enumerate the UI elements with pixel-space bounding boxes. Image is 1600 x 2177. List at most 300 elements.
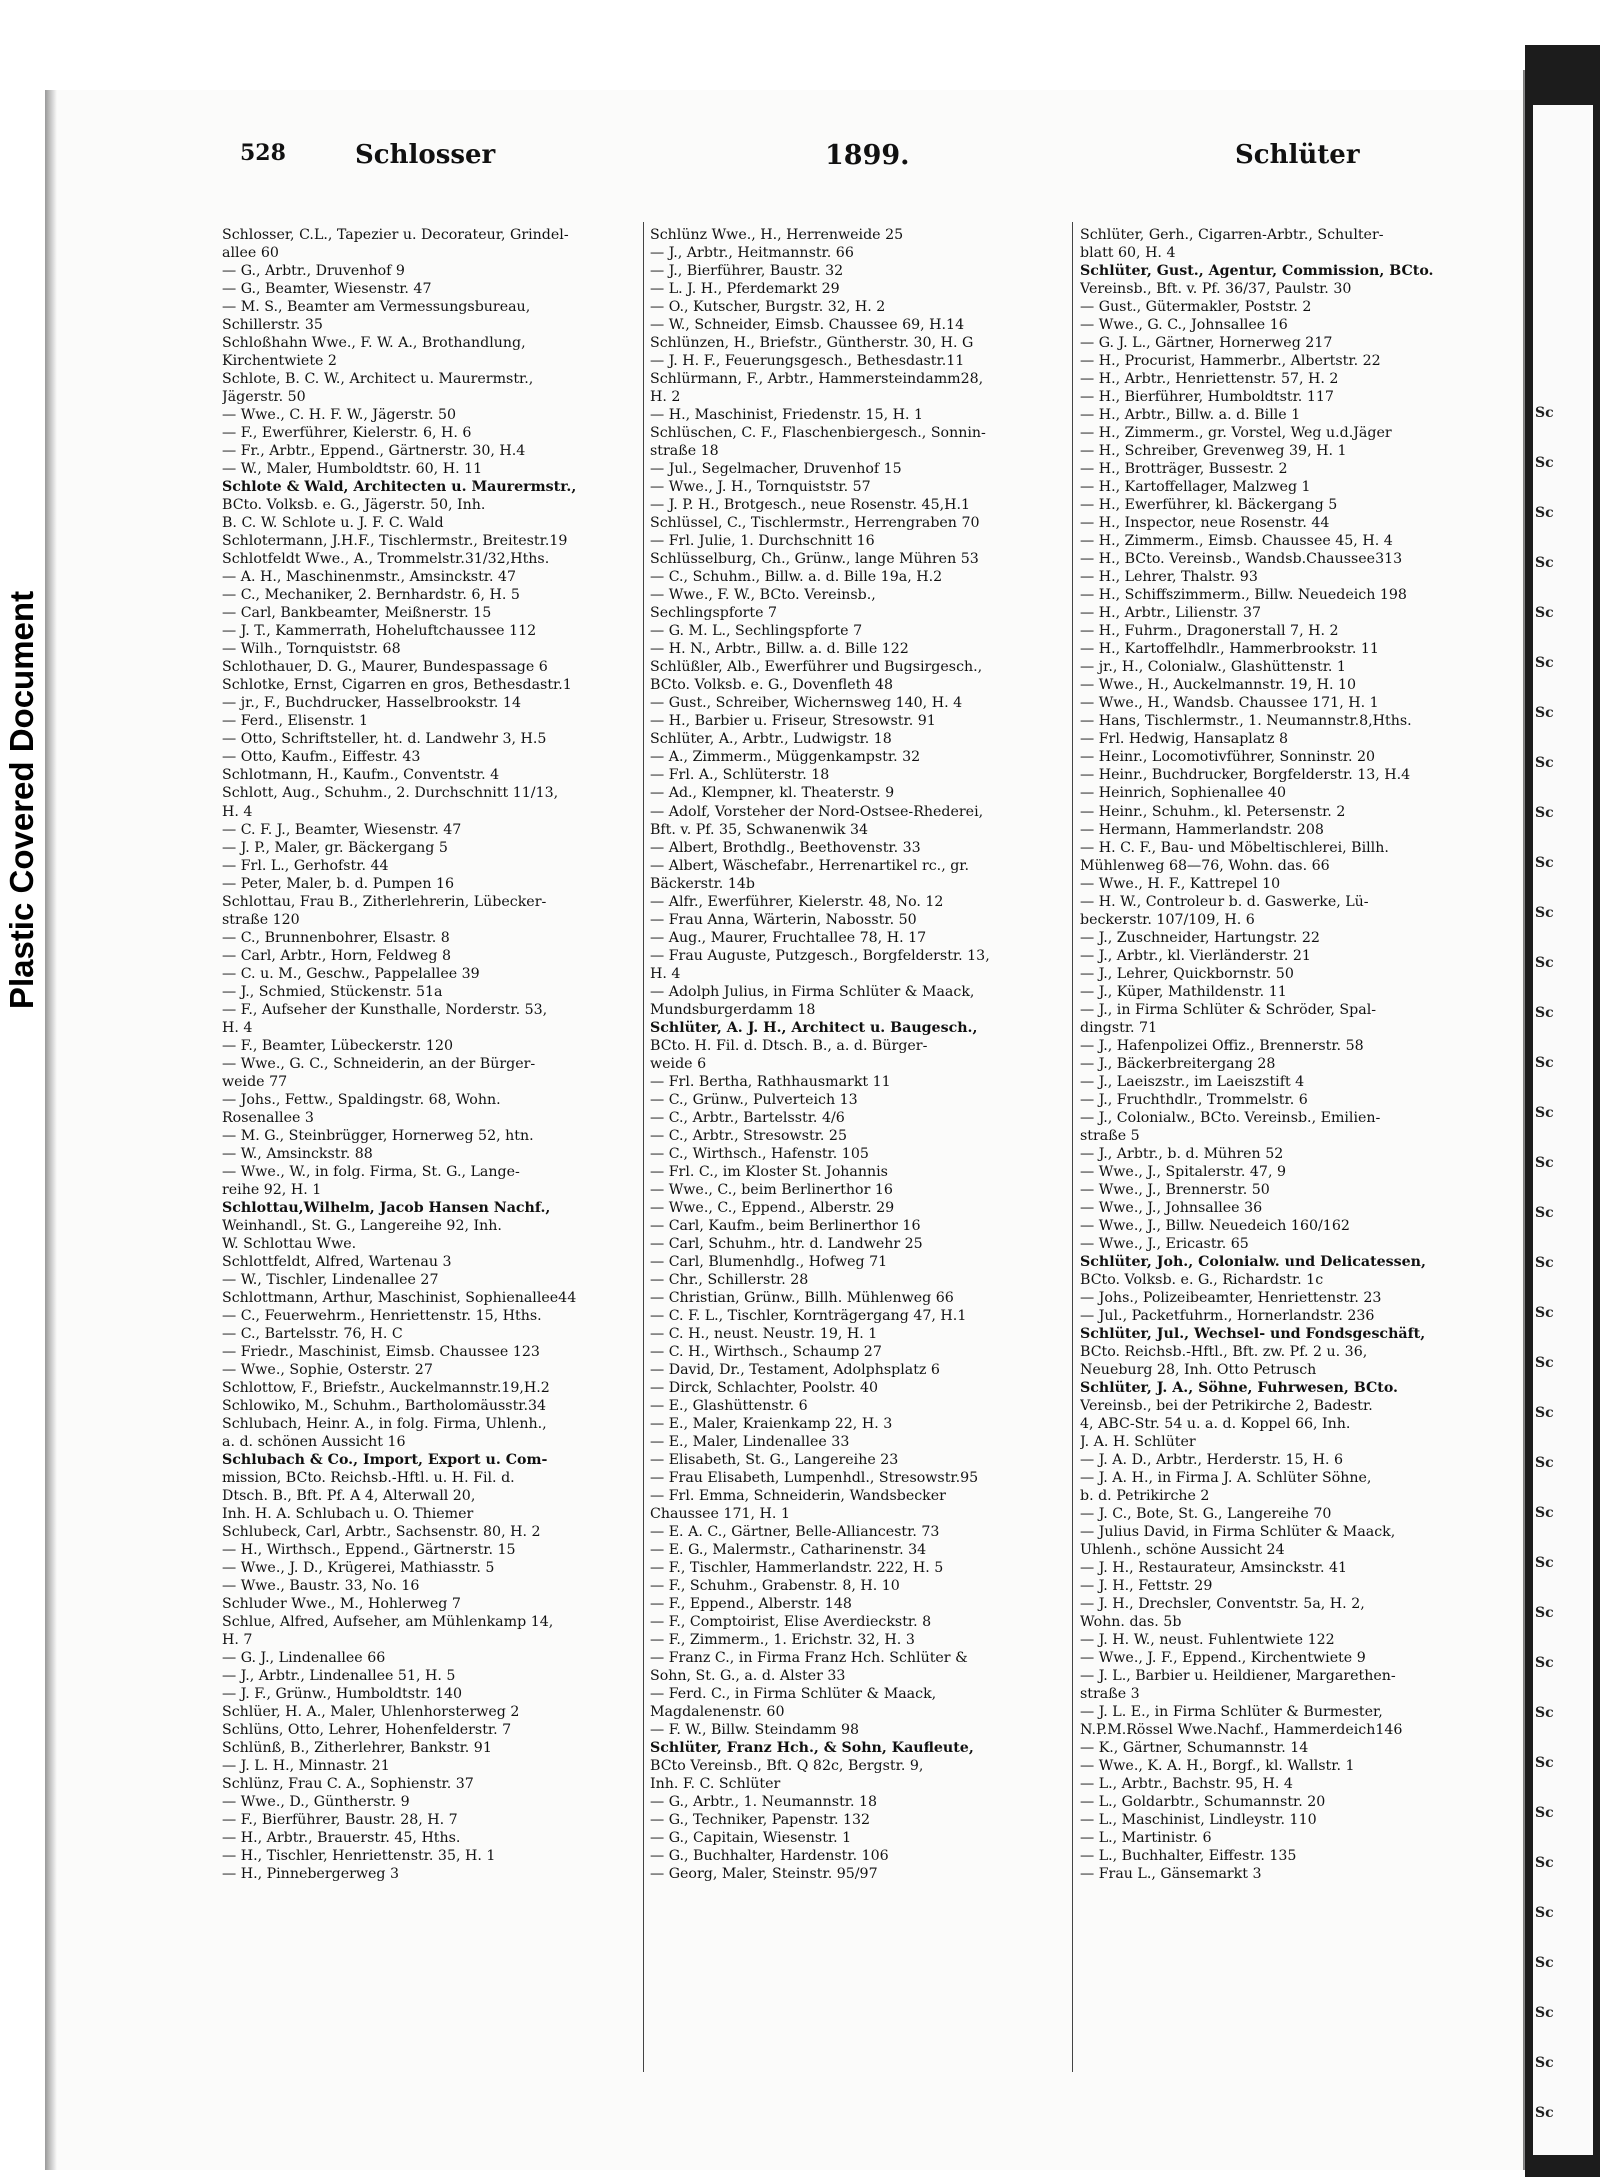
directory-entry: — Wwe., K. A. H., Borgf., kl. Wallstr. 1: [1080, 1758, 1355, 1775]
directory-entry: — C. H., Wirthsch., Schaump 27: [650, 1343, 882, 1360]
directory-entry: — F., Comptoirist, Elise Averdieckstr. 8: [650, 1614, 932, 1631]
directory-entry: — W., Tischler, Lindenallee 27: [222, 1271, 439, 1288]
directory-entry: — Frl. Emma, Schneiderin, Wandsbecker: [650, 1488, 946, 1505]
directory-entry: — Adolph Julius, in Firma Schlüter & Maack,: [650, 983, 975, 1000]
directory-entry: — J. A. D., Arbtr., Herderstr. 15, H. 6: [1080, 1452, 1344, 1469]
directory-entry: — G. J., Lindenallee 66: [222, 1650, 386, 1667]
directory-entry: Schlott, Aug., Schuhm., 2. Durchschnitt 11/13,: [222, 785, 559, 802]
directory-entry: — H., Pinnebergerweg 3: [222, 1866, 400, 1883]
margin-fragment: Sc: [1535, 955, 1554, 971]
directory-entry: — Friedr., Maschinist, Eimsb. Chaussee 123: [222, 1343, 540, 1360]
directory-entry: — J., Lehrer, Quickbornstr. 50: [1080, 965, 1294, 982]
margin-fragment: Sc: [1535, 1705, 1554, 1721]
directory-entry: W. Schlottau Wwe.: [222, 1235, 357, 1252]
directory-entry: — J. L. H., Minnastr. 21: [222, 1758, 390, 1775]
directory-entry: — Jul., Packetfuhrm., Hornerlandstr. 236: [1080, 1307, 1375, 1324]
directory-entry: — H., Procurist, Hammerbr., Albertstr. 22: [1080, 353, 1381, 370]
left-running-head: Schlosser: [355, 140, 496, 170]
directory-entry: Rosenallee 3: [222, 1109, 314, 1126]
margin-fragment: Sc: [1535, 1455, 1554, 1471]
directory-entry: — M. G., Steinbrügger, Hornerweg 52, htn.: [222, 1127, 534, 1144]
directory-entry: dingstr. 71: [1080, 1019, 1158, 1036]
directory-entry: Uhlenh., schöne Aussicht 24: [1080, 1542, 1285, 1559]
year-heading: 1899.: [825, 140, 910, 171]
directory-entry: — H., Ewerführer, kl. Bäckergang 5: [1080, 497, 1338, 514]
directory-entry: — Frl. Hedwig, Hansaplatz 8: [1080, 731, 1289, 748]
directory-entry: Sechlingspforte 7: [650, 605, 778, 622]
directory-entry: — Hans, Tischlermstr., 1. Neumannstr.8,Hths.: [1080, 713, 1412, 730]
directory-entry: — H., Kartoffellager, Malzweg 1: [1080, 479, 1311, 496]
directory-entry: mission, BCto. Reichsb.-Hftl. u. H. Fil. d.: [222, 1470, 515, 1487]
directory-entry: Schlubach & Co., Import, Export u. Com-: [222, 1452, 548, 1469]
directory-entry: Schlüter, Jul., Wechsel- und Fondsgeschäft,: [1080, 1325, 1426, 1342]
directory-entry: — A. H., Maschinenmstr., Amsinckstr. 47: [222, 569, 517, 586]
directory-entry: — J., in Firma Schlüter & Schröder, Spal-: [1080, 1001, 1377, 1018]
directory-entry: — G. M. L., Sechlingspforte 7: [650, 623, 863, 640]
directory-entry: — G., Beamter, Wiesenstr. 47: [222, 281, 432, 298]
directory-entry: H. 2: [650, 389, 681, 406]
directory-entry: straße 3: [1080, 1686, 1140, 1703]
directory-entry: N.P.M.Rössel Wwe.Nachf., Hammerdeich146: [1080, 1722, 1403, 1739]
directory-entry: Schlünzen, H., Briefstr., Güntherstr. 30, H. G: [650, 335, 974, 352]
directory-entry: Inh. H. A. Schlubach u. O. Thiemer: [222, 1506, 474, 1523]
directory-entry: Jägerstr. 50: [222, 389, 306, 406]
margin-fragment: Sc: [1535, 605, 1554, 621]
directory-entry: Schlotmann, H., Kaufm., Conventstr. 4: [222, 767, 500, 784]
directory-entry: — G., Arbtr., Druvenhof 9: [222, 263, 405, 280]
directory-entry: — H., Schiffszimmerm., Billw. Neuedeich 198: [1080, 587, 1407, 604]
directory-entry: — Otto, Schriftsteller, ht. d. Landwehr 3, H.5: [222, 731, 547, 748]
margin-fragment: Sc: [1535, 655, 1554, 671]
directory-entry: — F., Bierführer, Baustr. 28, H. 7: [222, 1812, 458, 1829]
directory-entry: — Carl, Kaufm., beim Berlinerthor 16: [650, 1217, 921, 1234]
directory-entry: BCto. Volksb. e. G., Richardstr. 1c: [1080, 1271, 1324, 1288]
directory-entry: — jr., H., Colonialw., Glashüttenstr. 1: [1080, 659, 1346, 676]
directory-entry: — Wwe., J., Billw. Neuedeich 160/162: [1080, 1217, 1350, 1234]
directory-entry: Schlüßler, Alb., Ewerführer und Bugsirgesch.,: [650, 659, 983, 676]
directory-entry: BCto. Reichsb.-Hftl., Bft. zw. Pf. 2 u. 36,: [1080, 1343, 1368, 1360]
directory-entry: — W., Schneider, Eimsb. Chaussee 69, H.14: [650, 317, 965, 334]
directory-entry: — Albert, Wäschefabr., Herrenartikel rc., gr.: [650, 857, 970, 874]
directory-entry: — Wwe., G. C., Johnsallee 16: [1080, 317, 1288, 334]
directory-entry: — Adolf, Vorsteher der Nord-Ostsee-Rhederei,: [650, 803, 984, 820]
directory-entry: — Albert, Brothdlg., Beethovenstr. 33: [650, 839, 921, 856]
margin-fragment: Sc: [1535, 1055, 1554, 1071]
directory-entry: — Wwe., H. F., Kattrepel 10: [1080, 875, 1281, 892]
margin-fragment: Sc: [1535, 1005, 1554, 1021]
directory-entry: — C. F. J., Beamter, Wiesenstr. 47: [222, 821, 462, 838]
directory-entry: — H., Bierführer, Humboldtstr. 117: [1080, 389, 1334, 406]
directory-entry: Schlotermann, J.H.F., Tischlermstr., Breitestr.19: [222, 533, 568, 550]
directory-entry: — E., Maler, Kraienkamp 22, H. 3: [650, 1416, 893, 1433]
directory-entry: — J. L., Barbier u. Heildiener, Margarethen-: [1080, 1668, 1396, 1685]
directory-entry: — J., Arbtr., b. d. Mühren 52: [1080, 1145, 1284, 1162]
directory-entry: — H., Wirthsch., Eppend., Gärtnerstr. 15: [222, 1542, 516, 1559]
directory-entry: — J., Bäckerbreitergang 28: [1080, 1055, 1276, 1072]
margin-fragment: Sc: [1535, 2105, 1554, 2121]
directory-entry: — H., Arbtr., Billw. a. d. Bille 1: [1080, 407, 1301, 424]
directory-entry: H. 4: [222, 1019, 253, 1036]
directory-entry: — F., Zimmerm., 1. Erichstr. 32, H. 3: [650, 1632, 915, 1649]
directory-entry: BCto. Volksb. e. G., Dovenfleth 48: [650, 677, 894, 694]
directory-entry: — C., Feuerwehrm., Henriettenstr. 15, Hths.: [222, 1307, 542, 1324]
directory-entry: — G., Capitain, Wiesenstr. 1: [650, 1830, 852, 1847]
directory-entry: — H., Arbtr., Henriettenstr. 57, H. 2: [1080, 371, 1339, 388]
directory-entry: Schlüsselburg, Ch., Grünw., lange Mühren 53: [650, 551, 979, 568]
directory-entry: — F., Schuhm., Grabenstr. 8, H. 10: [650, 1578, 900, 1595]
directory-entry: BCto Vereinsb., Bft. Q 82c, Bergstr. 9,: [650, 1758, 924, 1775]
margin-fragment: Sc: [1535, 2055, 1554, 2071]
column-2: [650, 226, 1080, 1883]
directory-entry: — Hermann, Hammerlandstr. 208: [1080, 821, 1324, 838]
directory-entry: Wohn. das. 5b: [1080, 1614, 1182, 1631]
directory-entry: — L., Maschinist, Lindleystr. 110: [1080, 1812, 1317, 1829]
directory-entry: — F. W., Billw. Steindamm 98: [650, 1722, 859, 1739]
directory-entry: — Wwe., C., Eppend., Alberstr. 29: [650, 1199, 895, 1216]
directory-entry: — Johs., Fettw., Spaldingstr. 68, Wohn.: [222, 1091, 501, 1108]
directory-entry: b. d. Petrikirche 2: [1080, 1488, 1210, 1505]
directory-entry: Schlottow, F., Briefstr., Auckelmannstr.19,H.2: [222, 1380, 550, 1396]
directory-entry: Kirchentwiete 2: [222, 353, 337, 370]
directory-entry: Schlünz, Frau C. A., Sophienstr. 37: [222, 1776, 474, 1793]
directory-entry: — Wwe., C. H. F. W., Jägerstr. 50: [222, 407, 457, 424]
directory-entry: — A., Zimmerm., Müggenkampstr. 32: [650, 749, 921, 766]
directory-entry: — Ferd. C., in Firma Schlüter & Maack,: [650, 1686, 937, 1703]
directory-entry: — Wwe., Sophie, Osterstr. 27: [222, 1361, 433, 1378]
directory-entry: — H., Schreiber, Grevenweg 39, H. 1: [1080, 443, 1347, 460]
directory-entry: — G. J. L., Gärtner, Hornerweg 217: [1080, 335, 1333, 352]
directory-entry: — Heinrich, Sophienallee 40: [1080, 785, 1287, 802]
margin-fragment: Sc: [1535, 455, 1554, 471]
directory-entry: — Wwe., H., Wandsb. Chaussee 171, H. 1: [1080, 695, 1379, 712]
directory-entry: Schlottmann, Arthur, Maschinist, Sophienallee44: [222, 1289, 577, 1306]
directory-entry: Schlüns, Otto, Lehrer, Hohenfelderstr. 7: [222, 1722, 512, 1739]
directory-entry: — E. G., Malermstr., Catharinenstr. 34: [650, 1542, 927, 1559]
directory-entry: — C. H., neust. Neustr. 19, H. 1: [650, 1325, 878, 1342]
directory-entry: — C., Grünw., Pulverteich 13: [650, 1091, 858, 1108]
margin-fragment: Sc: [1535, 755, 1554, 771]
directory-entry: — H. W., Controleur b. d. Gaswerke, Lü-: [1080, 893, 1369, 910]
directory-entry: straße 5: [1080, 1127, 1140, 1144]
directory-entry: Schlüer, H. A., Maler, Uhlenhorsterweg 2: [222, 1704, 520, 1721]
margin-fragment: Sc: [1535, 1505, 1554, 1521]
directory-entry: — J. H. W., neust. Fuhlentwiete 122: [1080, 1632, 1335, 1649]
directory-entry: — J., Arbtr., Lindenallee 51, H. 5: [222, 1668, 456, 1685]
directory-entry: — C. F. L., Tischler, Kornträgergang 47, H.1: [650, 1307, 967, 1324]
directory-entry: — H., BCto. Vereinsb., Wandsb.Chaussee313: [1080, 551, 1403, 568]
margin-fragment: Sc: [1535, 1905, 1554, 1921]
directory-entry: Schloßhahn Wwe., F. W. A., Brothandlung,: [222, 335, 526, 352]
directory-entry: — Wwe., Baustr. 33, No. 16: [222, 1578, 420, 1595]
margin-fragment: Sc: [1535, 855, 1554, 871]
margin-fragment: Sc: [1535, 405, 1554, 421]
column-1: [222, 226, 652, 1883]
directory-entry: — E., Maler, Lindenallee 33: [650, 1434, 850, 1451]
directory-entry: Mühlenweg 68—76, Wohn. das. 66: [1080, 857, 1330, 874]
directory-entry: Vereinsb., bei der Petrikirche 2, Badestr.: [1080, 1398, 1373, 1415]
directory-entry: BCto. Volksb. e. G., Jägerstr. 50, Inh.: [222, 497, 486, 514]
directory-entry: — Frau Anna, Wärterin, Nabosstr. 50: [650, 911, 917, 928]
margin-fragment: Sc: [1535, 705, 1554, 721]
directory-entry: Schlote, B. C. W., Architect u. Maurermstr.,: [222, 371, 534, 388]
directory-entry: — Frau Auguste, Putzgesch., Borgfelderstr. 13,: [650, 947, 990, 964]
directory-entry: — Wwe., J., Brennerstr. 50: [1080, 1181, 1270, 1198]
directory-entry: — F., Ewerführer, Kielerstr. 6, H. 6: [222, 425, 472, 442]
directory-entry: Schlowiko, M., Schuhm., Bartholomäusstr.34: [222, 1398, 547, 1415]
margin-fragment: Sc: [1535, 1105, 1554, 1121]
margin-fragment: Sc: [1535, 1305, 1554, 1321]
column-3: [1080, 226, 1510, 1883]
directory-entry: allee 60: [222, 245, 279, 262]
margin-fragment: Sc: [1535, 1605, 1554, 1621]
directory-entry: — J. A. H., in Firma J. A. Schlüter Söhne,: [1080, 1470, 1372, 1487]
directory-entry: Schlüter, J. A., Söhne, Fuhrwesen, BCto.: [1080, 1380, 1398, 1396]
directory-entry: — E., Glashüttenstr. 6: [650, 1398, 808, 1415]
directory-entry: Schluder Wwe., M., Hohlerweg 7: [222, 1596, 461, 1613]
directory-entry: Bft. v. Pf. 35, Schwanenwik 34: [650, 821, 869, 838]
directory-entry: Sohn, St. G., a. d. Alster 33: [650, 1668, 846, 1685]
directory-entry: weide 77: [222, 1073, 288, 1090]
directory-entry: Schlubach, Heinr. A., in folg. Firma, Uhlenh.,: [222, 1416, 547, 1433]
directory-entry: — F., Beamter, Lübeckerstr. 120: [222, 1037, 453, 1054]
directory-entry: Bäckerstr. 14b: [650, 875, 755, 892]
margin-fragment: Sc: [1535, 1155, 1554, 1171]
directory-entry: — G., Arbtr., 1. Neumannstr. 18: [650, 1794, 878, 1811]
directory-entry: — Fr., Arbtr., Eppend., Gärtnerstr. 30, H.4: [222, 443, 526, 460]
directory-entry: — H., Brotträger, Bussestr. 2: [1080, 461, 1288, 478]
directory-entry: — Frau L., Gänsemarkt 3: [1080, 1866, 1262, 1883]
directory-entry: — L. J. H., Pferdemarkt 29: [650, 281, 840, 298]
directory-entry: — J., Zuschneider, Hartungstr. 22: [1080, 929, 1320, 946]
directory-entry: Schlünß, B., Zitherlehrer, Bankstr. 91: [222, 1740, 492, 1757]
directory-entry: — H. N., Arbtr., Billw. a. d. Bille 122: [650, 641, 909, 658]
directory-entry: — Alfr., Ewerführer, Kielerstr. 48, No. 12: [650, 893, 944, 910]
directory-entry: Weinhandl., St. G., Langereihe 92, Inh.: [222, 1217, 502, 1234]
directory-entry: Schlüter, A. J. H., Architect u. Baugesch.,: [650, 1019, 978, 1036]
directory-entry: — Jul., Segelmacher, Druvenhof 15: [650, 461, 902, 478]
directory-entry: Schlüter, A., Arbtr., Ludwigstr. 18: [650, 731, 892, 748]
directory-entry: — F., Eppend., Alberstr. 148: [650, 1596, 852, 1613]
directory-entry: 4, ABC-Str. 54 u. a. d. Koppel 66, Inh.: [1080, 1416, 1351, 1433]
directory-entry: Schlüschen, C. F., Flaschenbiergesch., Sonnin-: [650, 425, 986, 442]
directory-entry: Vereinsb., Bft. v. Pf. 36/37, Paulstr. 30: [1080, 281, 1352, 298]
directory-entry: Schlubeck, Carl, Arbtr., Sachsenstr. 80, H. 2: [222, 1524, 541, 1541]
directory-entry: — Georg, Maler, Steinstr. 95/97: [650, 1866, 878, 1883]
directory-entry: — Wilh., Tornquiststr. 68: [222, 641, 401, 658]
directory-entry: — G., Techniker, Papenstr. 132: [650, 1812, 871, 1829]
directory-entry: — C., Arbtr., Bartelsstr. 4/6: [650, 1109, 845, 1126]
directory-entry: Schlüter, Franz Hch., & Sohn, Kaufleute,: [650, 1740, 974, 1757]
directory-entry: — Franz C., in Firma Franz Hch. Schlüter &: [650, 1650, 968, 1667]
directory-entry: — Wwe., J. D., Krügerei, Mathiasstr. 5: [222, 1560, 495, 1577]
directory-entry: — Christian, Grünw., Billh. Mühlenweg 66: [650, 1289, 954, 1306]
directory-entry: — J., Küper, Mathildenstr. 11: [1080, 983, 1287, 1000]
directory-entry: — H. C. F., Bau- und Möbeltischlerei, Billh.: [1080, 839, 1389, 856]
directory-entry: — Ad., Klempner, kl. Theaterstr. 9: [650, 785, 895, 802]
directory-entry: — Johs., Polizeibeamter, Henriettenstr. 23: [1080, 1289, 1382, 1306]
directory-entry: — Heinr., Locomotivführer, Sonninstr. 20: [1080, 749, 1376, 766]
directory-entry: Mundsburgerdamm 18: [650, 1001, 816, 1018]
directory-entry: — W., Maler, Humboldtstr. 60, H. 11: [222, 461, 483, 478]
margin-fragment: Sc: [1535, 1205, 1554, 1221]
directory-entry: — Ferd., Elisenstr. 1: [222, 713, 369, 730]
directory-entry: — K., Gärtner, Schumannstr. 14: [1080, 1740, 1309, 1757]
directory-entry: Schlottau,Wilhelm, Jacob Hansen Nachf.,: [222, 1199, 551, 1216]
directory-entry: — Carl, Blumenhdlg., Hofweg 71: [650, 1253, 888, 1270]
directory-entry: — Elisabeth, St. G., Langereihe 23: [650, 1452, 899, 1469]
directory-entry: — C., Mechaniker, 2. Bernhardstr. 6, H. 5: [222, 587, 520, 604]
directory-entry: B. C. W. Schlote u. J. F. C. Wald: [222, 515, 444, 532]
directory-entry: BCto. H. Fil. d. Dtsch. B., a. d. Bürger-: [650, 1037, 928, 1054]
directory-entry: Schlotfeldt Wwe., A., Trommelstr.31/32,Hths.: [222, 551, 550, 568]
directory-entry: — L., Arbtr., Bachstr. 95, H. 4: [1080, 1776, 1293, 1793]
directory-entry: straße 120: [222, 911, 300, 928]
directory-entry: Schlünz Wwe., H., Herrenweide 25: [650, 227, 904, 243]
directory-entry: — Dirck, Schlachter, Poolstr. 40: [650, 1380, 879, 1396]
directory-entry: — Carl, Schuhm., htr. d. Landwehr 25: [650, 1235, 923, 1252]
directory-entry: Schlottfeldt, Alfred, Wartenau 3: [222, 1253, 452, 1270]
directory-entry: — Heinr., Buchdrucker, Borgfelderstr. 13, H.4: [1080, 767, 1411, 784]
directory-entry: Magdalenenstr. 60: [650, 1704, 785, 1721]
directory-entry: — H., Barbier u. Friseur, Stresowstr. 91: [650, 713, 936, 730]
margin-fragment: Sc: [1535, 905, 1554, 921]
directory-entry: — Otto, Kaufm., Eiffestr. 43: [222, 749, 421, 766]
directory-entry: — Carl, Bankbeamter, Meißnerstr. 15: [222, 605, 492, 622]
directory-entry: — J., Fruchthdlr., Trommelstr. 6: [1080, 1091, 1308, 1108]
directory-entry: — H., Maschinist, Friedenstr. 15, H. 1: [650, 407, 924, 424]
directory-entry: — Wwe., J. H., Tornquiststr. 57: [650, 479, 871, 496]
directory-entry: — Chr., Schillerstr. 28: [650, 1271, 809, 1288]
directory-entry: Schlotke, Ernst, Cigarren en gros, Bethesdastr.1: [222, 677, 572, 694]
top-band: [45, 45, 1600, 55]
directory-entry: Schlosser, C.L., Tapezier u. Decorateur, Grindel-: [222, 227, 569, 243]
directory-entry: Chaussee 171, H. 1: [650, 1506, 790, 1523]
directory-entry: a. d. schönen Aussicht 16: [222, 1434, 406, 1451]
directory-entry: — H., Kartoffelhdlr., Hammerbrookstr. 11: [1080, 641, 1379, 658]
directory-entry: straße 18: [650, 443, 719, 460]
margin-fragment: Sc: [1535, 1355, 1554, 1371]
directory-entry: Schlürmann, F., Arbtr., Hammersteindamm28,: [650, 371, 984, 388]
directory-entry: — Gust., Gütermakler, Poststr. 2: [1080, 299, 1312, 316]
directory-entry: — L., Goldarbtr., Schumannstr. 20: [1080, 1794, 1326, 1811]
directory-entry: — M. S., Beamter am Vermessungsbureau,: [222, 299, 531, 316]
directory-entry: — Gust., Schreiber, Wichernsweg 140, H. 4: [650, 695, 963, 712]
directory-entry: — Frl. A., Schlüterstr. 18: [650, 767, 830, 784]
directory-entry: — O., Kutscher, Burgstr. 32, H. 2: [650, 299, 886, 316]
directory-entry: — L., Martinistr. 6: [1080, 1830, 1212, 1847]
directory-entry: — J. H., Fettstr. 29: [1080, 1578, 1213, 1595]
directory-entry: — W., Amsinckstr. 88: [222, 1145, 373, 1162]
directory-entry: — C., Brunnenbohrer, Elsastr. 8: [222, 929, 450, 946]
directory-entry: — C., Arbtr., Stresowstr. 25: [650, 1127, 847, 1144]
directory-entry: — Frl. L., Gerhofstr. 44: [222, 857, 389, 874]
directory-entry: — J. P. H., Brotgesch., neue Rosenstr. 45,H.1: [650, 497, 971, 514]
directory-entry: — J., Schmied, Stückenstr. 51a: [222, 983, 443, 1000]
page-left-edge: [45, 90, 57, 2170]
directory-entry: Schlue, Alfred, Aufseher, am Mühlenkamp 14,: [222, 1614, 554, 1631]
directory-entry: reihe 92, H. 1: [222, 1181, 322, 1198]
directory-entry: Schlottau, Frau B., Zitherlehrerin, Lübecker-: [222, 893, 547, 910]
directory-entry: — Wwe., D., Güntherstr. 9: [222, 1794, 410, 1811]
directory-entry: — jr., F., Buchdrucker, Hasselbrookstr. 14: [222, 695, 521, 712]
directory-entry: — Peter, Maler, b. d. Pumpen 16: [222, 875, 455, 892]
directory-entry: — Wwe., H., Auckelmannstr. 19, H. 10: [1080, 677, 1357, 694]
directory-entry: — Carl, Arbtr., Horn, Feldweg 8: [222, 947, 452, 964]
directory-entry: — H., Arbtr., Brauerstr. 45, Hths.: [222, 1830, 461, 1847]
page-number: 528: [240, 140, 286, 166]
directory-entry: H. 7: [222, 1632, 253, 1649]
margin-fragment: Sc: [1535, 805, 1554, 821]
directory-entry: — H., Arbtr., Lilienstr. 37: [1080, 605, 1262, 622]
margin-fragment: Sc: [1535, 1555, 1554, 1571]
directory-entry: — J. L. E., in Firma Schlüter & Burmester,: [1080, 1704, 1383, 1721]
directory-entry: — J. H., Restaurateur, Amsinckstr. 41: [1080, 1560, 1348, 1577]
directory-entry: — J. T., Kammerrath, Hoheluftchaussee 112: [222, 623, 537, 640]
directory-entry: — Wwe., C., beim Berlinerthor 16: [650, 1181, 893, 1198]
directory-entry: Inh. F. C. Schlüter: [650, 1776, 781, 1793]
margin-fragment: Sc: [1535, 1855, 1554, 1871]
directory-entry: — J. C., Bote, St. G., Langereihe 70: [1080, 1506, 1332, 1523]
directory-entry: — J., Arbtr., Heitmannstr. 66: [650, 245, 854, 262]
directory-entry: — David, Dr., Testament, Adolphsplatz 6: [650, 1361, 940, 1378]
directory-entry: — H., Fuhrm., Dragonerstall 7, H. 2: [1080, 623, 1339, 640]
directory-entry: — J., Colonialw., BCto. Vereinsb., Emilien-: [1080, 1109, 1381, 1126]
margin-fragment: Sc: [1535, 1955, 1554, 1971]
directory-entry: J. A. H. Schlüter: [1080, 1434, 1196, 1451]
directory-entry: — Wwe., G. C., Schneiderin, an der Bürger-: [222, 1055, 536, 1072]
directory-entry: — J. F., Grünw., Humboldtstr. 140: [222, 1686, 463, 1703]
margin-fragment: Sc: [1535, 1255, 1554, 1271]
directory-entry: — Julius David, in Firma Schlüter & Maack,: [1080, 1524, 1396, 1541]
directory-entry: — Wwe., J. F., Eppend., Kirchentwiete 9: [1080, 1650, 1366, 1667]
margin-fragment: Sc: [1535, 1805, 1554, 1821]
directory-entry: — Wwe., J., Johnsallee 36: [1080, 1199, 1263, 1216]
directory-entry: — C., Bartelsstr. 76, H. C: [222, 1325, 403, 1342]
directory-entry: — J., Bierführer, Baustr. 32: [650, 263, 844, 280]
directory-entry: — Frau Elisabeth, Lumpenhdl., Stresowstr.95: [650, 1470, 979, 1487]
directory-entry: — J. H. F., Feuerungsgesch., Bethesdastr.11: [650, 353, 965, 370]
directory-entry: Schillerstr. 35: [222, 317, 323, 334]
sidebar: [0, 0, 45, 2177]
directory-entry: beckerstr. 107/109, H. 6: [1080, 911, 1255, 928]
margin-fragment: Sc: [1535, 1405, 1554, 1421]
directory-entry: — J., Laeiszstr., im Laeiszstift 4: [1080, 1073, 1305, 1090]
document-label: Plastic Covered Document: [3, 590, 40, 1010]
directory-entry: — H., Zimmerm., Eimsb. Chaussee 45, H. 4: [1080, 533, 1393, 550]
directory-entry: — E. A. C., Gärtner, Belle-Alliancestr. 73: [650, 1524, 940, 1541]
directory-entry: — G., Buchhalter, Hardenstr. 106: [650, 1848, 889, 1865]
directory-entry: — Frl. C., im Kloster St. Johannis: [650, 1163, 888, 1180]
directory-entry: — Frl. Bertha, Rathhausmarkt 11: [650, 1073, 891, 1090]
directory-entry: — F., Aufseher der Kunsthalle, Norderstr. 53,: [222, 1001, 548, 1018]
directory-entry: — H., Lehrer, Thalstr. 93: [1080, 569, 1258, 586]
directory-entry: Schlüter, Gust., Agentur, Commission, BCto.: [1080, 263, 1434, 280]
directory-entry: Neueburg 28, Inh. Otto Petrusch: [1080, 1361, 1317, 1378]
directory-entry: — J., Arbtr., kl. Vierländerstr. 21: [1080, 947, 1311, 964]
directory-entry: — J., Hafenpolizei Offiz., Brennerstr. 58: [1080, 1037, 1364, 1054]
directory-entry: H. 4: [222, 803, 253, 820]
directory-entry: weide 6: [650, 1055, 707, 1072]
directory-entry: — L., Buchhalter, Eiffestr. 135: [1080, 1848, 1297, 1865]
directory-entry: — H., Inspector, neue Rosenstr. 44: [1080, 515, 1330, 532]
margin-fragment: Sc: [1535, 1755, 1554, 1771]
directory-entry: — H., Tischler, Henriettenstr. 35, H. 1: [222, 1848, 496, 1865]
directory-entry: blatt 60, H. 4: [1080, 245, 1176, 262]
directory-entry: Schlüssel, C., Tischlermstr., Herrengraben 70: [650, 515, 980, 532]
directory-entry: — C., Schuhm., Billw. a. d. Bille 19a, H.2: [650, 569, 943, 586]
directory-entry: — J. H., Drechsler, Conventstr. 5a, H. 2,: [1080, 1596, 1365, 1613]
directory-entry: Schlothauer, D. G., Maurer, Bundespassage 6: [222, 659, 548, 676]
